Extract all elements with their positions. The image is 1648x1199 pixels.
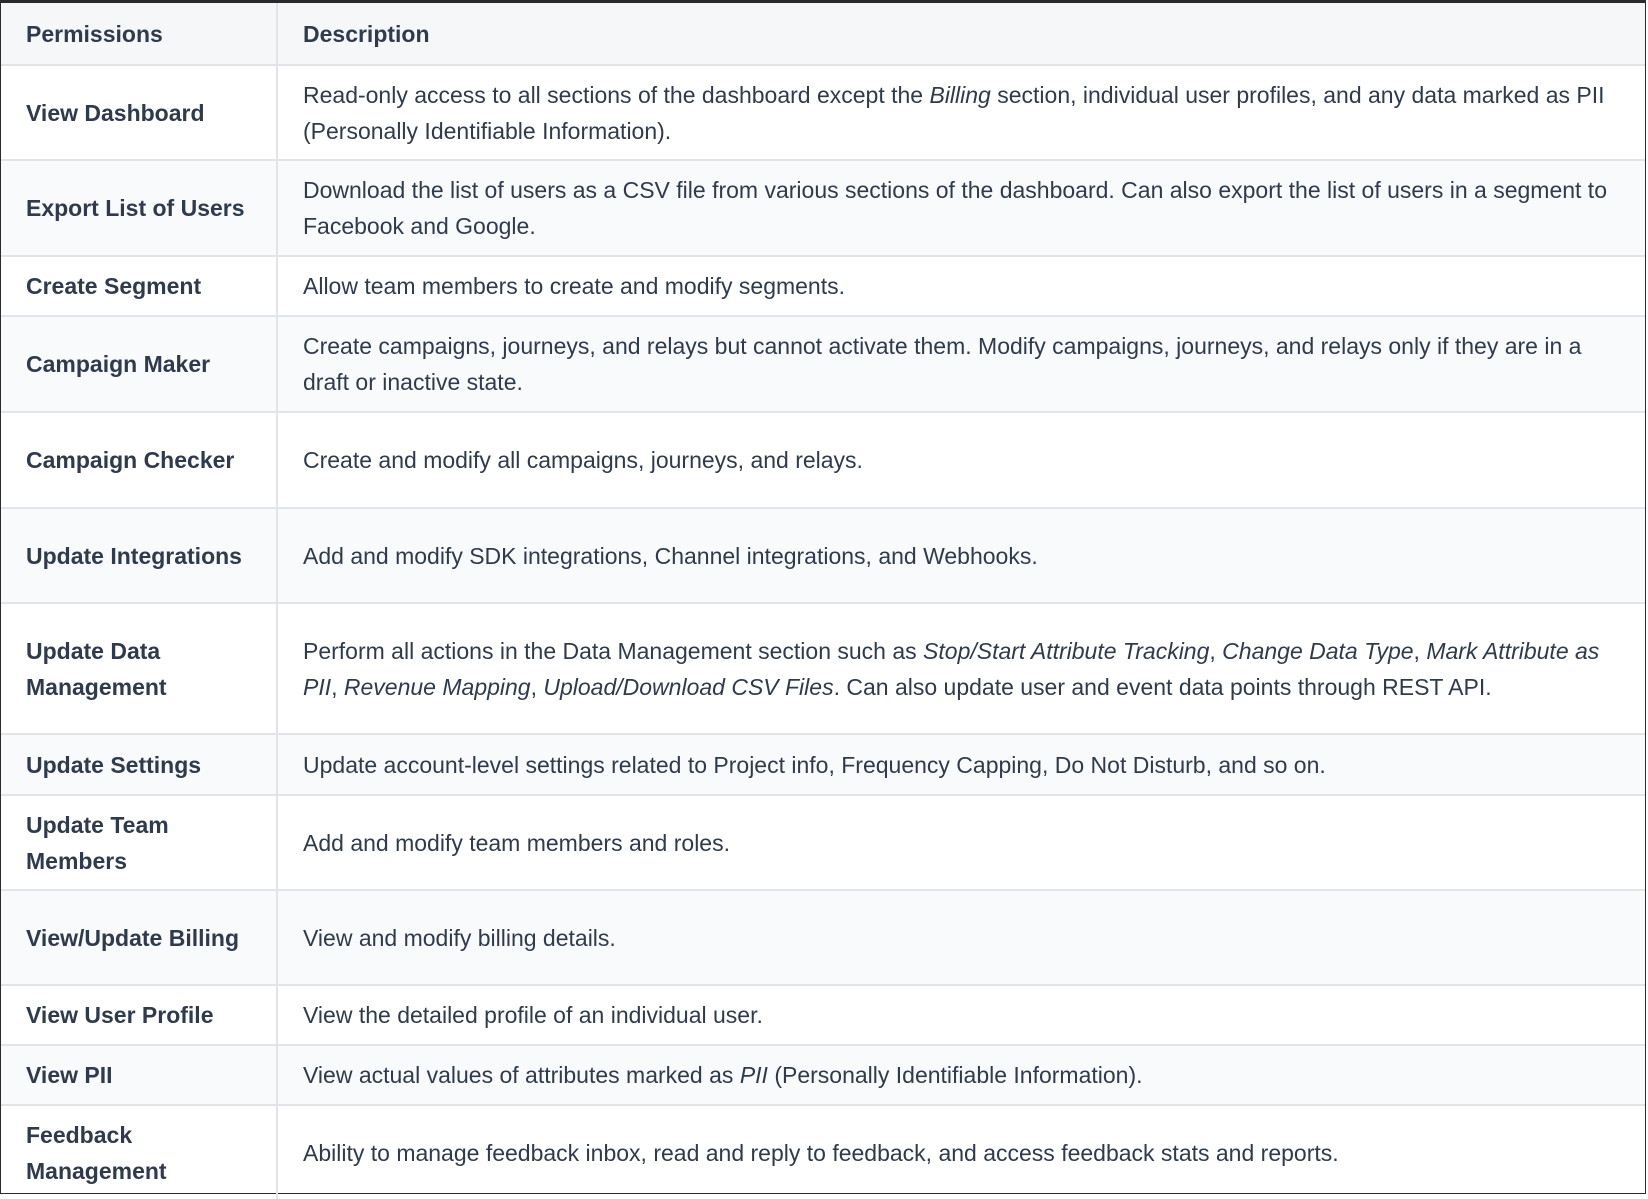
permission-description [277, 1045, 1645, 1105]
column-header-permissions: Permissions [1, 3, 277, 65]
permission-description [277, 508, 1645, 603]
table-row [1, 734, 1645, 795]
description-text: Ability to manage feedback inbox, read and reply to feedback, and access feedback stats and reports. [303, 1139, 1339, 1166]
description-text: , [331, 673, 344, 700]
table-body [1, 65, 1645, 1199]
table-row [1, 1045, 1645, 1105]
emphasized-term: Billing [929, 81, 991, 108]
permission-name: View PII [1, 1045, 277, 1105]
table-header-row [1, 3, 1645, 65]
permission-name: View Dashboard [1, 65, 277, 160]
emphasized-term: Stop/Start Attribute Tracking [923, 637, 1210, 664]
column-header-description: Description [277, 3, 1645, 65]
description-text: Add and modify SDK integrations, Channel integrations, and Webhooks. [303, 542, 1038, 569]
permissions-table [1, 3, 1645, 1199]
description-text: Update account-level settings related to Project info, Frequency Capping, Do Not Disturb, and so on. [303, 751, 1326, 778]
table-row [1, 890, 1645, 985]
description-text: , [1209, 637, 1223, 664]
description-text: Add and modify team members and roles. [303, 829, 730, 856]
permission-name: Create Segment [1, 256, 277, 316]
description-text: Perform all actions in the Data Management section such as [303, 637, 924, 664]
permission-name: Update Data Management [1, 603, 277, 734]
table-row [1, 985, 1645, 1045]
emphasized-term: Change Data Type [1222, 637, 1414, 664]
description-text: , [530, 673, 544, 700]
permission-description [277, 795, 1645, 890]
permission-name: Update Integrations [1, 508, 277, 603]
description-text: Create campaigns, journeys, and relays but cannot activate them. Modify campaigns, journeys, and relays only if they are in a draft or inactive state. [303, 333, 1582, 395]
table-row [1, 316, 1645, 412]
table-row [1, 603, 1645, 734]
description-text: View and modify billing details. [303, 924, 616, 951]
description-text: section, individual user profiles, and any data marked as PII (Personally Identifiable Information). [303, 81, 1605, 144]
permission-description [277, 160, 1645, 256]
permission-name: Campaign Maker [1, 316, 277, 412]
table-row [1, 795, 1645, 890]
description-text: View actual values of attributes marked as [303, 1062, 740, 1088]
emphasized-term: Mark Attribute as PII [303, 637, 1600, 700]
table-row [1, 412, 1645, 508]
permission-description [277, 734, 1645, 795]
permission-name: Campaign Checker [1, 412, 277, 508]
table-row [1, 508, 1645, 603]
permission-name: Update Settings [1, 734, 277, 795]
permission-name: Export List of Users [1, 160, 277, 256]
description-text: Allow team members to create and modify segments. [303, 273, 846, 299]
permission-description [277, 412, 1645, 508]
description-text: Read-only access to all sections of the dashboard except the [303, 81, 930, 108]
description-text: Download the list of users as a CSV file from various sections of the dashboard. Can also export the list of users in a segment to Facebook and Google. [303, 177, 1607, 239]
emphasized-term: PII [739, 1062, 768, 1088]
permission-description [277, 1105, 1645, 1199]
permission-name: Feedback Management [1, 1105, 277, 1199]
permission-description [277, 316, 1645, 412]
permission-name: Update Team Members [1, 795, 277, 890]
permission-description [277, 890, 1645, 985]
table-row [1, 1105, 1645, 1199]
permission-description [277, 256, 1645, 316]
description-text: View the detailed profile of an individual user. [303, 1002, 763, 1028]
emphasized-term: Revenue Mapping [343, 673, 531, 700]
table-row [1, 256, 1645, 316]
permission-description [277, 985, 1645, 1045]
permission-name: View User Profile [1, 985, 277, 1045]
description-text: . Can also update user and event data points through REST API. [833, 673, 1492, 700]
emphasized-term: Upload/Download CSV Files [543, 673, 834, 700]
description-text: (Personally Identifiable Information). [767, 1062, 1143, 1088]
description-text: , [1413, 637, 1427, 664]
permission-description [277, 65, 1645, 160]
table-row [1, 65, 1645, 160]
description-text: Create and modify all campaigns, journeys, and relays. [303, 447, 863, 473]
permission-description [277, 603, 1645, 734]
table-row [1, 160, 1645, 256]
permission-name: View/Update Billing [1, 890, 277, 985]
